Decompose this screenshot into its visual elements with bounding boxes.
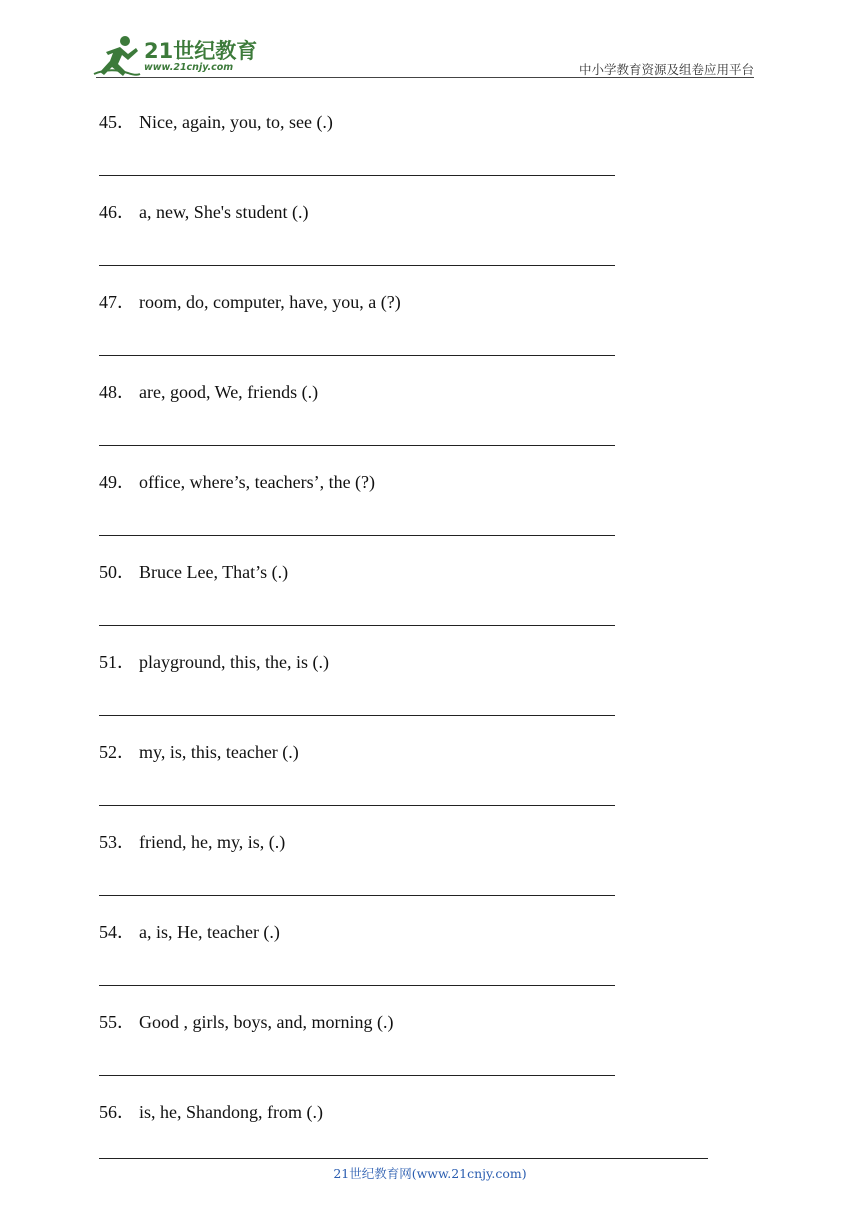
question-text: Good , girls, boys, and, morning (.)	[139, 1012, 394, 1032]
answer-line[interactable]	[99, 715, 615, 716]
question-number: 54．	[99, 922, 135, 942]
question-item	[99, 1101, 323, 1123]
logo-url: www.21cnjy.com	[144, 62, 234, 73]
question-text: a, new, She's student (.)	[139, 202, 309, 222]
question-number: 55．	[99, 1012, 135, 1032]
answer-line[interactable]	[99, 805, 615, 806]
question-item	[99, 561, 288, 583]
answer-line[interactable]	[99, 265, 615, 266]
answer-line[interactable]	[99, 895, 615, 896]
question-number: 46．	[99, 202, 135, 222]
question-text: Nice, again, you, to, see (.)	[139, 112, 333, 132]
question-number: 51．	[99, 652, 135, 672]
answer-line[interactable]	[99, 985, 615, 986]
question-item	[99, 741, 299, 763]
question-item	[99, 921, 280, 943]
runner-icon	[92, 34, 142, 78]
question-number: 47．	[99, 292, 135, 312]
platform-name: 中小学教育资源及组卷应用平台	[578, 62, 754, 77]
question-item	[99, 471, 375, 493]
question-text: office, where’s, teachers’, the (?)	[139, 472, 376, 492]
question-number: 48．	[99, 382, 135, 402]
question-item	[99, 201, 309, 223]
question-number: 56．	[99, 1102, 135, 1122]
question-number: 53．	[99, 832, 135, 852]
question-number: 50．	[99, 562, 135, 582]
question-text: playground, this, the, is (.)	[139, 652, 329, 672]
question-text: friend, he, my, is, (.)	[139, 832, 286, 852]
question-item	[99, 651, 329, 673]
question-number: 45．	[99, 112, 135, 132]
question-number: 52．	[99, 742, 135, 762]
header-divider	[96, 77, 754, 78]
question-item	[99, 111, 333, 133]
question-text: is, he, Shandong, from (.)	[139, 1102, 323, 1122]
answer-line[interactable]	[99, 625, 615, 626]
footer-divider	[99, 1158, 708, 1159]
answer-line[interactable]	[99, 535, 615, 536]
question-text: Bruce Lee, That’s (.)	[139, 562, 289, 582]
question-text: a, is, He, teacher (.)	[139, 922, 280, 942]
question-item	[99, 1011, 393, 1033]
question-text: are, good, We, friends (.)	[139, 382, 319, 402]
question-text: room, do, computer, have, you, a (?)	[139, 292, 401, 312]
question-item	[99, 381, 318, 403]
answer-line[interactable]	[99, 445, 615, 446]
site-logo	[92, 34, 262, 78]
logo-title: 21世纪教育	[144, 39, 258, 63]
question-text: my, is, this, teacher (.)	[139, 742, 299, 762]
answer-line[interactable]	[99, 355, 615, 356]
page-footer: 21世纪教育网(www.21cnjy.com)	[333, 1166, 527, 1181]
question-number: 49．	[99, 472, 135, 492]
answer-line[interactable]	[99, 1075, 615, 1076]
page-header	[0, 0, 860, 90]
question-item	[99, 831, 285, 853]
answer-line[interactable]	[99, 175, 615, 176]
question-item	[99, 291, 401, 313]
